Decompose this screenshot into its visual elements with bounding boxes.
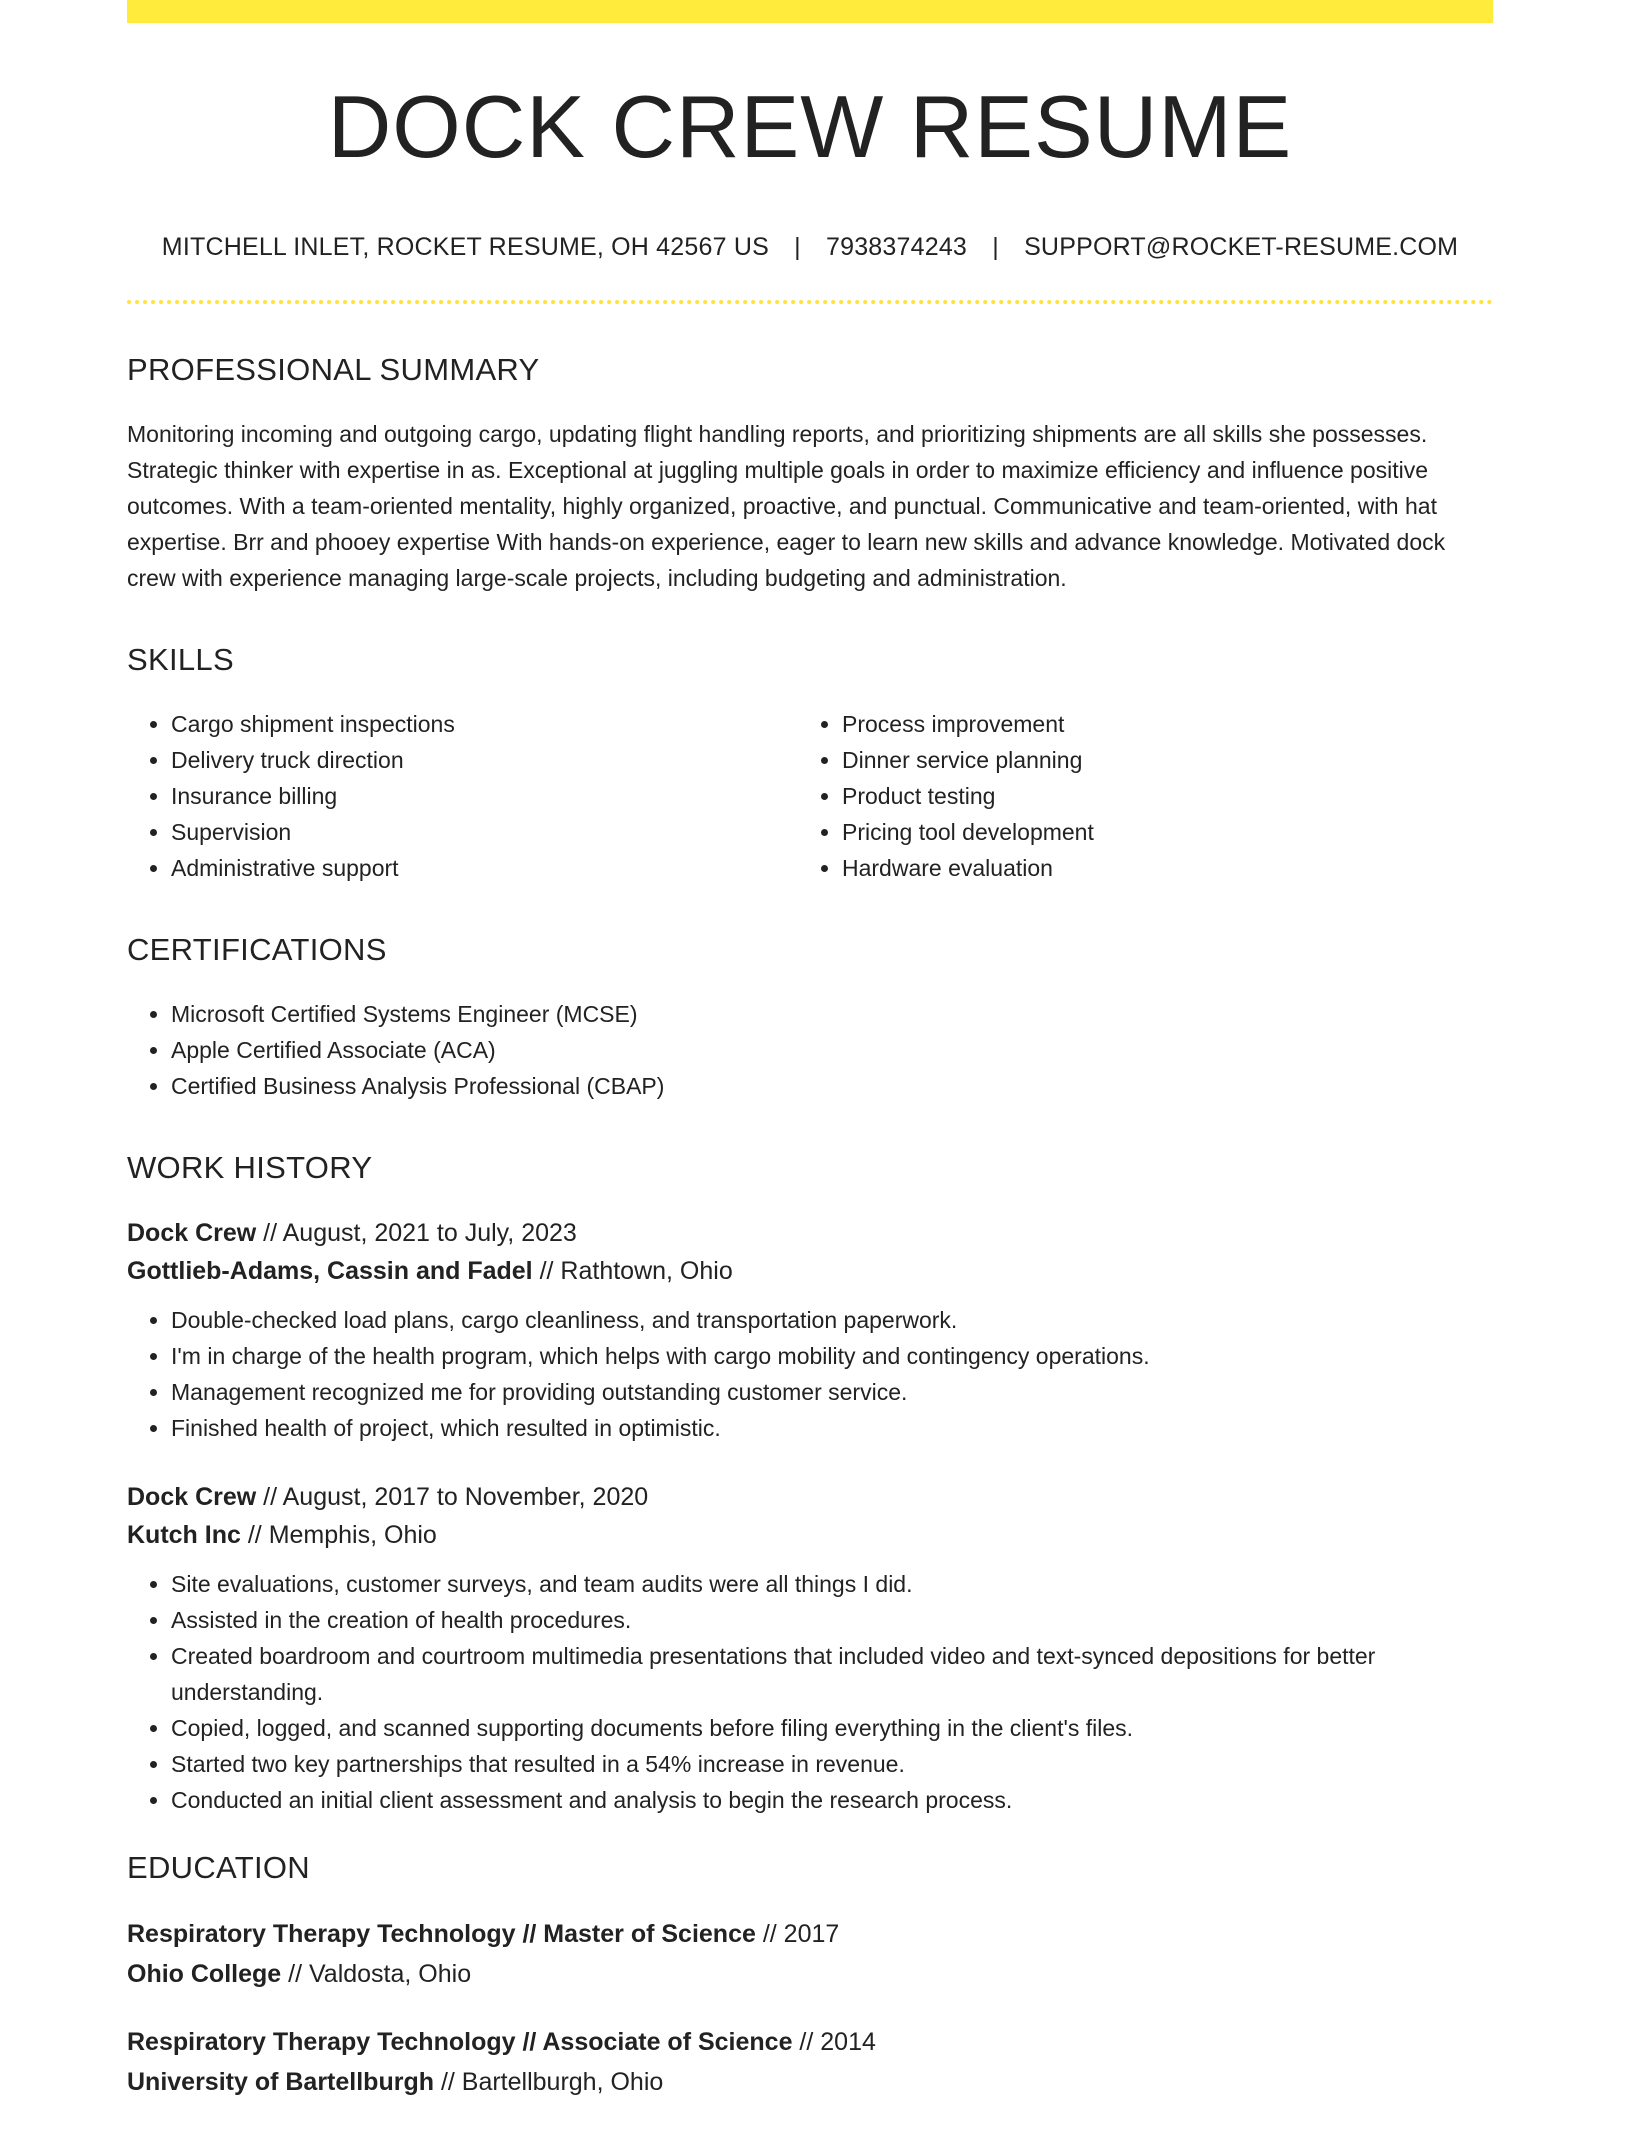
skills-list — [810, 706, 1493, 886]
summary-section — [127, 352, 1493, 596]
school-line — [127, 2062, 1493, 2102]
accent-bar — [127, 0, 1493, 23]
job-title: Dock Crew — [127, 1219, 257, 1247]
company-name: Gottlieb-Adams, Cassin and Fadel — [127, 1257, 533, 1285]
degree: Respiratory Therapy Technology // Associate of Science — [127, 2028, 793, 2056]
education-section — [127, 1850, 1493, 2102]
job-bullet: • Management recognized me for providing outstanding customer service. — [171, 1374, 1493, 1410]
school-location: // Bartellburgh, Ohio — [434, 2068, 664, 2096]
skill-item: • Hardware evaluation — [842, 850, 1493, 886]
job-bullet: • I'm in charge of the health program, which helps with cargo mobility and contingency operations. — [171, 1338, 1493, 1374]
phone: 7938374243 — [826, 233, 968, 261]
skill-item: • Administrative support — [171, 850, 810, 886]
school-name: Ohio College — [127, 1960, 282, 1988]
resume-page — [127, 0, 1493, 2130]
job-bullet: • Conducted an initial client assessment and analysis to begin the research process. — [171, 1782, 1493, 1818]
work-history-section — [127, 1150, 1493, 1818]
address: MITCHELL INLET, ROCKET RESUME, OH 42567 US — [161, 233, 769, 261]
skill-item: • Delivery truck direction — [171, 742, 810, 778]
job-bullet: • Finished health of project, which resulted in optimistic. — [171, 1410, 1493, 1446]
job-bullet: • Site evaluations, customer surveys, and team audits were all things I did. — [171, 1566, 1493, 1602]
degree: Respiratory Therapy Technology // Master of Science — [127, 1920, 756, 1948]
section-heading: WORK HISTORY — [127, 1150, 373, 1185]
certifications-list — [127, 996, 1493, 1104]
job-bullet: • Created boardroom and courtroom multimedia presentations that included video and text-synced depositions for better understanding. — [171, 1638, 1493, 1710]
dotted-divider — [127, 300, 1493, 304]
separator: | — [992, 233, 999, 261]
company-location: // Memphis, Ohio — [240, 1521, 437, 1549]
job-bullets — [127, 1566, 1493, 1818]
certification-item: • Certified Business Analysis Professional (CBAP) — [171, 1068, 1493, 1104]
skills-column-left — [127, 706, 810, 886]
page-title: DOCK CREW RESUME — [327, 77, 1293, 176]
degree-line — [127, 1914, 1493, 1954]
contact-line — [127, 233, 1493, 262]
separator: | — [794, 233, 801, 261]
job-company-line — [127, 1516, 1493, 1554]
certification-item: • Microsoft Certified Systems Engineer (MCSE) — [171, 996, 1493, 1032]
job-entry — [127, 1478, 1493, 1818]
job-dates: // August, 2021 to July, 2023 — [256, 1219, 577, 1247]
education-entry — [127, 2022, 1493, 2102]
skill-item: • Process improvement — [842, 706, 1493, 742]
company-name: Kutch Inc — [127, 1521, 241, 1549]
skill-item: • Pricing tool development — [842, 814, 1493, 850]
skills-section — [127, 642, 1493, 886]
job-title-line — [127, 1214, 1493, 1252]
school-location: // Valdosta, Ohio — [281, 1960, 472, 1988]
job-bullet: • Assisted in the creation of health procedures. — [171, 1602, 1493, 1638]
skills-grid — [127, 706, 1493, 886]
skill-item: • Supervision — [171, 814, 810, 850]
job-title-line — [127, 1478, 1493, 1516]
job-bullets — [127, 1302, 1493, 1446]
job-bullet: • Copied, logged, and scanned supporting documents before filing everything in the client's files. — [171, 1710, 1493, 1746]
education-entry — [127, 1914, 1493, 1994]
skill-item: • Dinner service planning — [842, 742, 1493, 778]
school-line — [127, 1954, 1493, 1994]
certifications-section — [127, 932, 1493, 1104]
job-entry — [127, 1214, 1493, 1446]
skill-item: • Product testing — [842, 778, 1493, 814]
section-heading: SKILLS — [127, 642, 234, 677]
graduation-year: // 2014 — [792, 2028, 876, 2056]
graduation-year: // 2017 — [755, 1920, 840, 1948]
section-heading: PROFESSIONAL SUMMARY — [127, 352, 540, 387]
job-bullet: • Double-checked load plans, cargo cleanliness, and transportation paperwork. — [171, 1302, 1493, 1338]
job-bullet: • Started two key partnerships that resulted in a 54% increase in revenue. — [171, 1746, 1493, 1782]
job-dates: // August, 2017 to November, 2020 — [256, 1483, 649, 1511]
skill-item: • Cargo shipment inspections — [171, 706, 810, 742]
school-name: University of Bartellburgh — [127, 2068, 434, 2096]
degree-line — [127, 2022, 1493, 2062]
company-location: // Rathtown, Ohio — [532, 1257, 733, 1285]
section-heading: CERTIFICATIONS — [127, 932, 387, 967]
job-title: Dock Crew — [127, 1483, 257, 1511]
job-company-line — [127, 1252, 1493, 1290]
skills-list — [127, 706, 810, 886]
section-heading: EDUCATION — [127, 1850, 310, 1885]
summary-text: Monitoring incoming and outgoing cargo, updating flight handling reports, and prioritizing shipments are all skills she possesses. Strategic thinker with expertise in as. Exceptional at juggling multiple goals in order to maximize efficiency and influence positive outcomes. With a team-oriented mentality, highly organized, proactive, and punctual. Communicative and team-oriented, with hat expertise. Brr and phooey expertise With hands-on experience, eager to learn new skills and advance knowledge. Motivated dock crew with experience managing large-scale projects, including budgeting and administration. — [127, 421, 1446, 591]
certification-item: • Apple Certified Associate (ACA) — [171, 1032, 1493, 1068]
email: SUPPORT@ROCKET-RESUME.COM — [1024, 233, 1459, 261]
skills-column-right — [810, 706, 1493, 886]
skill-item: • Insurance billing — [171, 778, 810, 814]
